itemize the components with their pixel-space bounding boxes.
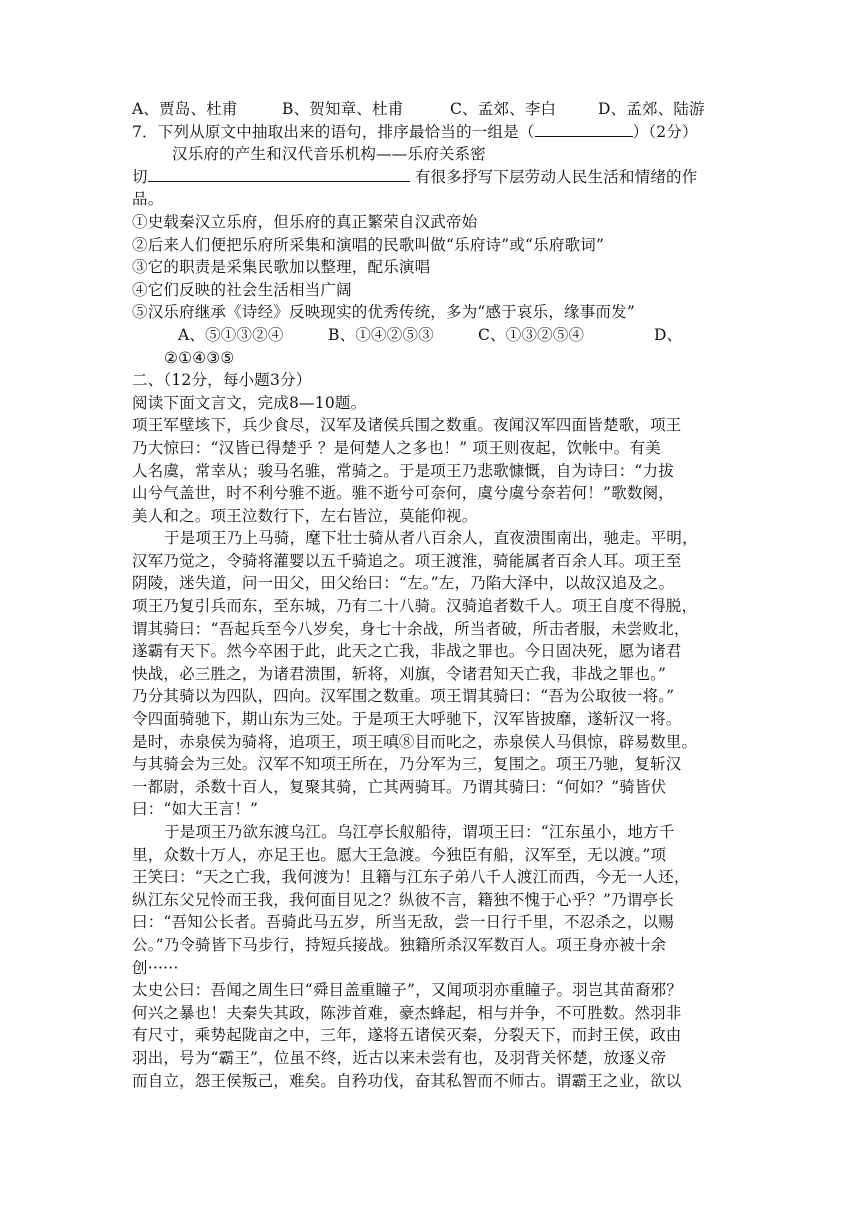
q7-stem: 7．下列从原文中抽取出来的语句，排序最恰当的一组是（: [132, 122, 535, 141]
q7-option-a: A、⑤①③②④: [178, 325, 284, 344]
passage-line: 纵江东父兄怜而王我，我何面目见之？纵彼不言，籍独不愧于心乎？”乃谓亭长: [132, 890, 674, 909]
q7-passage-end: 有很多抒写下层劳动人民生活和情绪的作: [414, 167, 698, 186]
q7-passage-blank[interactable]: [148, 167, 410, 182]
q7-passage-line-1: 汉乐府的产生和汉代音乐机构——乐府关系密: [172, 145, 487, 164]
passage-line: 是时，赤泉侯为骑将，追项王，项王嗔⑧目而叱之，赤泉侯人马俱惊，辟易数里。: [132, 732, 698, 751]
q7-item: ③它的职责是采集民歌加以整理，配乐演唱: [132, 258, 431, 277]
q7-score: ）（2分）: [632, 122, 698, 141]
section2-heading: 二、（12分，每小题3分）: [132, 371, 312, 390]
document-page: [132, 98, 732, 1092]
passage-line: 遂霸有天下。然今卒困于此，此天之亡我，非战之罪也。今日固决死，愿为诸君: [132, 642, 682, 661]
passage-line: 一都尉，杀数十百人，复聚其骑，亡其两骑耳。乃谓其骑曰：“何如？”骑皆伏: [132, 777, 667, 796]
q7-passage-start: 切: [132, 167, 148, 186]
q7-passage-line-3: 品。: [132, 190, 164, 209]
passage-line: 与其骑会为三处。汉军不知项王所在，乃分军为三，复围之。项王乃驰，复斩汉: [132, 755, 682, 774]
q7-item: ②后来人们便把乐府所采集和演唱的民歌叫做“乐府诗”或“乐府歌词”: [132, 235, 605, 254]
passage-line: 曰：“吾知公长者。吾骑此马五岁，所当无敌，尝一日行千里，不忍杀之，以赐: [132, 913, 674, 932]
q7-stem-row: [132, 121, 732, 144]
q7-answer-blank[interactable]: [535, 122, 633, 137]
passage-line: 太史公曰：吾闻之周生曰“舜目盖重瞳子”，又闻项羽亦重瞳子。羽岂其苗裔邪？: [132, 981, 683, 1000]
passage-line: 汉军乃觉之，令骑将灌婴以五千骑追之。项王渡淮，骑能属者百余人耳。项王至: [132, 551, 682, 570]
passage-line: 人名虞，常幸从；骏马名骓，常骑之。于是项王乃悲歌慷慨，自为诗曰：“力拔: [132, 461, 674, 480]
q6-option-c: C、孟郊、李白: [450, 100, 557, 118]
passage-line: 曰：“如大王言！”: [132, 800, 259, 819]
q6-options-row: [132, 98, 732, 121]
passage-line: 公。”乃令骑皆下马步行，持短兵接战。独籍所杀汉军数百人。项王身亦被十余: [132, 935, 667, 954]
passage-line: 美人和之。项王泣数行下，左右皆泣，莫能仰视。: [132, 506, 478, 525]
passage-line: 创······: [132, 958, 179, 977]
passage-line: 王笑曰：“天之亡我，我何渡为！且籍与江东子弟八千人渡江而西，今无一人还，: [132, 868, 690, 887]
passage-line: 项王乃复引兵而东，至东城，乃有二十八骑。汉骑追者数千人。项王自度不得脱，: [132, 597, 698, 616]
q6-option-b: B、贺知章、杜甫: [282, 100, 404, 118]
q7-option-d: D、: [654, 325, 683, 344]
q7-item: ①史载秦汉立乐府，但乐府的真正繁荣自汉武帝始: [132, 212, 478, 231]
passage-line: 项王军壁垓下，兵少食尽，汉军及诸侯兵围之数重。夜闻汉军四面皆楚歌，项王: [132, 416, 682, 435]
q7-item: ⑤汉乐府继承《诗经》反映现实的优秀传统，多为“感于哀乐，缘事而发”: [132, 303, 635, 322]
q6-option-d: D、孟郊、陆游: [598, 100, 705, 118]
q7-option-d-continued: ②①④③⑤: [164, 348, 235, 367]
passage-line: 羽出，号为“霸王”，位虽不终，近古以来未尝有也，及羽背关怀楚，放逐义帝: [132, 1048, 667, 1067]
classical-passage: [132, 414, 732, 1092]
passage-line: 山兮气盖世，时不利兮骓不逝。骓不逝兮可奈何，虞兮虞兮奈若何！”歌数阕，: [132, 484, 674, 503]
passage-line: 谓其骑曰：“吾起兵至今八岁矣，身七十余战，所当者破，所击者服，未尝败北，: [132, 619, 690, 638]
passage-line: 于是项王乃欲东渡乌江。乌江亭长舣船待，谓项王曰：“江东虽小，地方千: [164, 823, 675, 841]
q7-option-b: B、①④②⑤③: [328, 325, 434, 344]
passage-line: 于是项王乃上马骑，麾下壮士骑从者八百余人，直夜溃围南出，驰走。平明，: [164, 529, 698, 548]
passage-line: 令四面骑驰下，期山东为三处。于是项王大呼驰下，汉军皆披靡，遂斩汉一将。: [132, 710, 682, 729]
q7-item: ④它们反映的社会生活相当广阔: [132, 280, 352, 299]
q7-passage-line-2: [132, 166, 732, 189]
passage-line: 乃分其骑以为四队，四向。汉军围之数重。项王谓其骑曰：“吾为公取彼一将。”: [132, 687, 675, 706]
passage-line: 乃大惊曰：“汉皆已得楚乎 ？是何楚人之多也！” 项王则夜起，饮帐中。有美: [132, 438, 661, 457]
q7-option-c: C、①③②⑤④: [478, 325, 585, 344]
passage-line: 有尺寸，乘势起陇亩之中，三年，遂将五诸侯灭秦，分裂天下，而封王侯，政由: [132, 1026, 682, 1045]
passage-line: 阴陵，迷失道，问一田父，田父绐曰：“左。”左，乃陷大泽中，以故汉追及之。: [132, 574, 675, 593]
q6-option-a: A、贾岛、杜甫: [132, 100, 238, 118]
passage-line: 何兴之暴也！夫秦失其政，陈涉首难，豪杰蜂起，相与并争，不可胜数。然羽非: [132, 1003, 682, 1022]
passage-line: 而自立，怨王侯叛己，难矣。自矜功伐，奋其私智而不师古。谓霸王之业，欲以: [132, 1071, 682, 1090]
section2-instruction: 阅读下面文言文，完成8—10题。: [132, 393, 367, 412]
passage-line: 快战，必三胜之，为诸君溃围，斩将，刈旗，令诸君知天亡我，非战之罪也。”: [132, 664, 667, 683]
passage-line: 里，众数十万人，亦足王也。愿大王急渡。今独臣有船，汉军至，无以渡。”项: [132, 845, 667, 864]
q7-options-row: [132, 324, 732, 347]
